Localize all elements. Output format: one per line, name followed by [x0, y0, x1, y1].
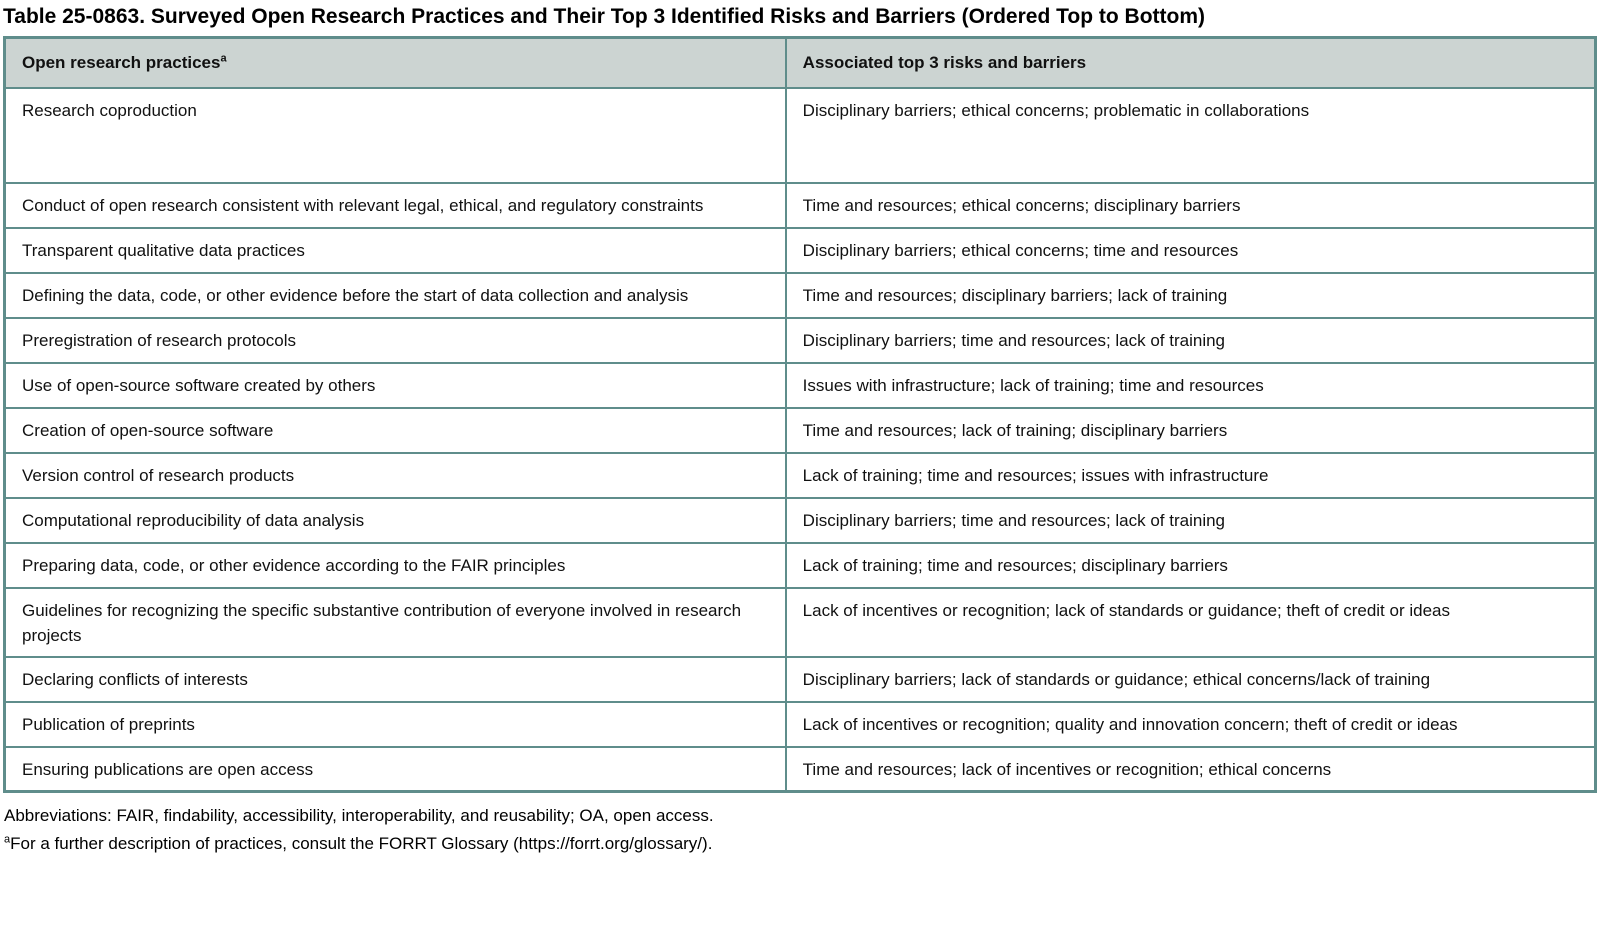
practice-cell: Publication of preprints: [5, 702, 786, 747]
table-title: Table 25-0863. Surveyed Open Research Practices and Their Top 3 Identified Risks and Barriers (Ordered Top to Bottom): [3, 5, 1206, 28]
table-row: [5, 273, 1596, 318]
risks-cell: Time and resources; ethical concerns; disciplinary barriers: [786, 183, 1596, 228]
practice-cell: Computational reproducibility of data analysis: [5, 498, 786, 543]
practices-footnote-text: For a further description of practices, consult the FORRT Glossary (https://forrt.org/glossary/).: [10, 834, 713, 853]
risks-cell: Lack of incentives or recognition; quality and innovation concern; theft of credit or ideas: [786, 702, 1596, 747]
risks-cell: Disciplinary barriers; lack of standards or guidance; ethical concerns/lack of training: [786, 657, 1596, 702]
header-open-research-practices: [5, 38, 786, 88]
risks-cell: Disciplinary barriers; time and resources; lack of training: [786, 498, 1596, 543]
header-associated-risks: Associated top 3 risks and barriers: [786, 38, 1596, 88]
practice-cell: Preregistration of research protocols: [5, 318, 786, 363]
practice-cell: Transparent qualitative data practices: [5, 228, 786, 273]
practice-cell: Use of open-source software created by others: [5, 363, 786, 408]
abbreviations-note: Abbreviations: FAIR, findability, accessibility, interoperability, and reusability; OA, open access.: [4, 806, 714, 825]
risks-cell: Lack of incentives or recognition; lack of standards or guidance; theft of credit or ideas: [786, 588, 1596, 657]
risks-cell: Issues with infrastructure; lack of training; time and resources: [786, 363, 1596, 408]
practices-footnote-marker: a: [4, 833, 11, 846]
table-row: [5, 228, 1596, 273]
practice-cell: Declaring conflicts of interests: [5, 657, 786, 702]
risks-cell: Time and resources; disciplinary barriers; lack of training: [786, 273, 1596, 318]
table-row: [5, 408, 1596, 453]
page: [3, 2, 1597, 858]
header-col1-label: Open research practices: [22, 52, 221, 72]
practice-cell: Version control of research products: [5, 453, 786, 498]
risks-cell: Disciplinary barriers; ethical concerns; problematic in collaborations: [786, 88, 1596, 183]
practice-cell: Creation of open-source software: [5, 408, 786, 453]
practices-footnote: [4, 830, 1597, 858]
risks-cell: Disciplinary barriers; ethical concerns; time and resources: [786, 228, 1596, 273]
risks-cell: Lack of training; time and resources; disciplinary barriers: [786, 543, 1596, 588]
table-row: [5, 183, 1596, 228]
risks-cell: Time and resources; lack of training; disciplinary barriers: [786, 408, 1596, 453]
practice-cell: Defining the data, code, or other evidence before the start of data collection and analysis: [5, 273, 786, 318]
header-row: [5, 38, 1596, 88]
practice-cell: Conduct of open research consistent with relevant legal, ethical, and regulatory constraints: [5, 183, 786, 228]
table-row: [5, 702, 1596, 747]
practice-cell: Research coproduction: [5, 88, 786, 183]
open-research-practices-table: [3, 36, 1597, 793]
table-row: [5, 747, 1596, 792]
risks-cell: Time and resources; lack of incentives or recognition; ethical concerns: [786, 747, 1596, 792]
practice-cell: Guidelines for recognizing the specific substantive contribution of everyone involved in research projects: [5, 588, 786, 657]
practice-cell: Ensuring publications are open access: [5, 747, 786, 792]
table-row: [5, 88, 1596, 183]
risks-cell: Lack of training; time and resources; issues with infrastructure: [786, 453, 1596, 498]
table-row: [5, 363, 1596, 408]
table-row: [5, 318, 1596, 363]
footnotes: [3, 802, 1597, 858]
table-row: [5, 588, 1596, 657]
table-row: [5, 543, 1596, 588]
risks-cell: Disciplinary barriers; time and resources; lack of training: [786, 318, 1596, 363]
table-row: [5, 498, 1596, 543]
table-row: [5, 657, 1596, 702]
table-row: [5, 453, 1596, 498]
header-footnote-marker: a: [220, 52, 227, 65]
practice-cell: Preparing data, code, or other evidence according to the FAIR principles: [5, 543, 786, 588]
